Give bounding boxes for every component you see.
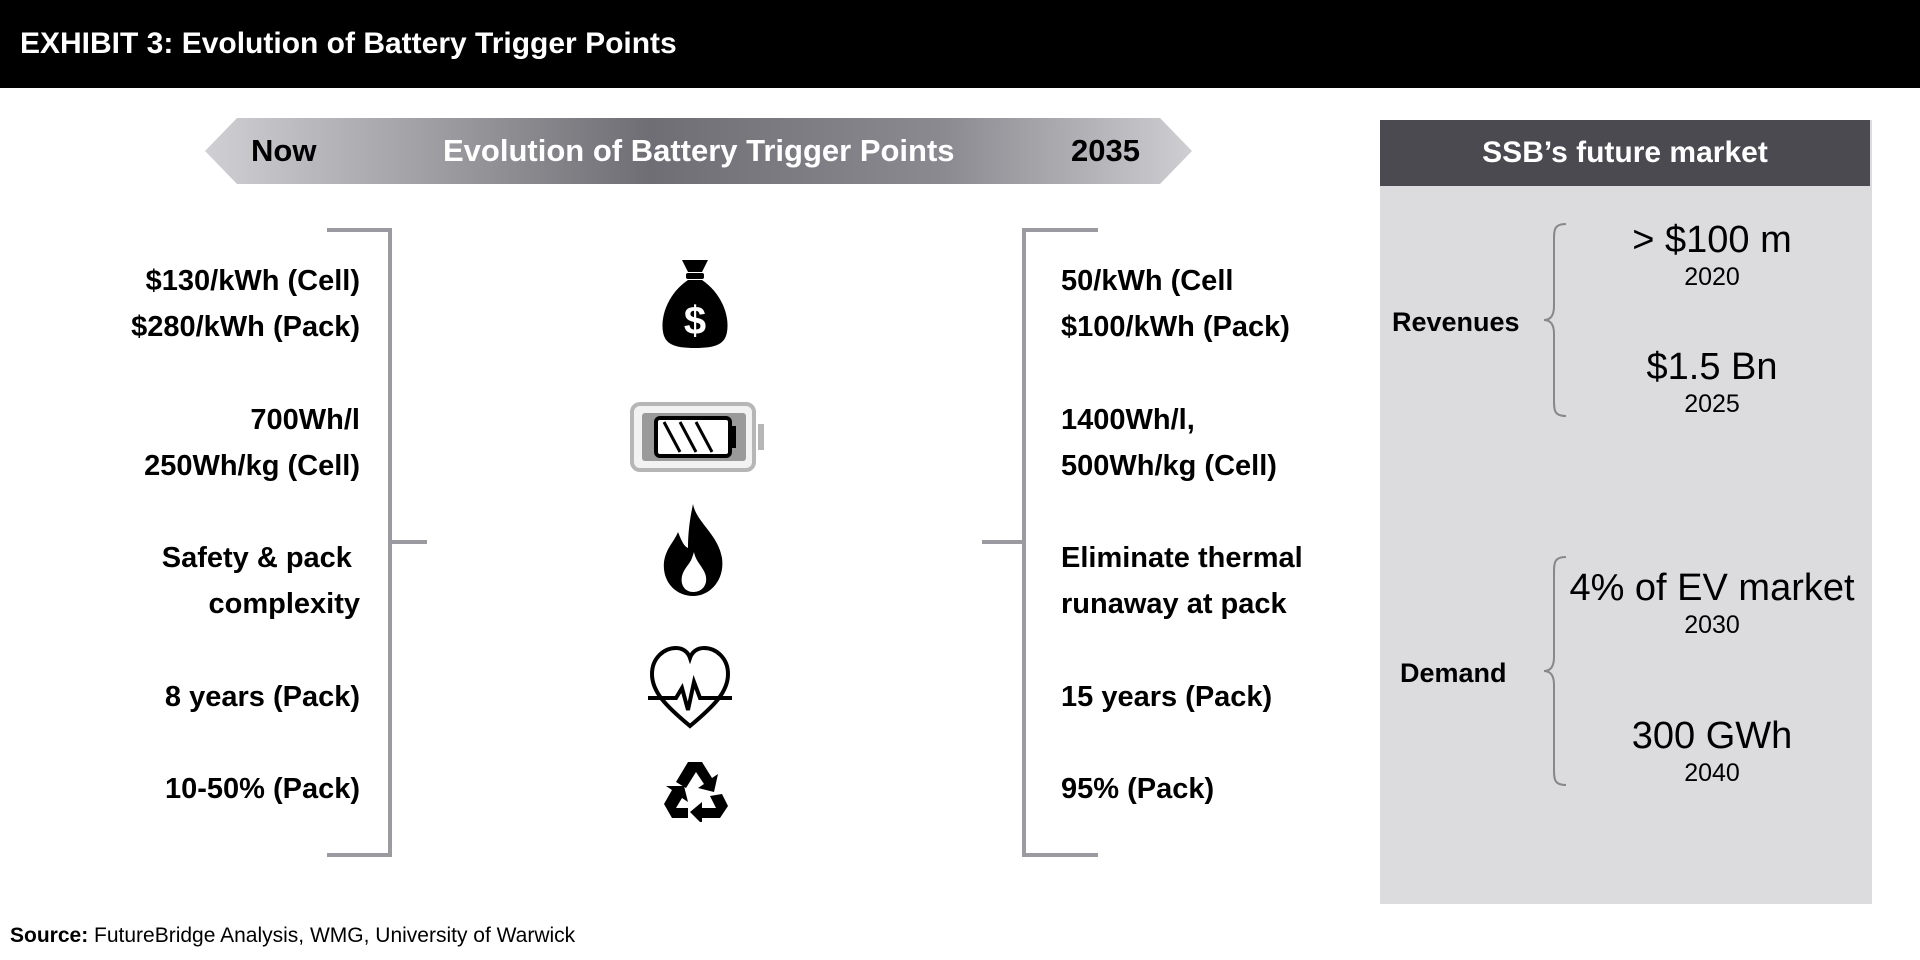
svg-text:$: $ xyxy=(683,299,707,343)
now-energy-density-label: 700Wh/l 250Wh/kg (Cell) xyxy=(144,404,360,482)
future-recyclability-label: 95% (Pack) xyxy=(1061,773,1215,805)
demand-2040-value: 300 GWh xyxy=(1631,715,1793,757)
now-cost-label: $130/kWh (Cell) $280/kWh (Pack) xyxy=(131,265,360,343)
battery-icon xyxy=(630,402,768,472)
flame-icon xyxy=(660,502,726,598)
future-energy-density-label: 1400Wh/l, 500Wh/kg (Cell) xyxy=(1061,404,1277,482)
demand-2030-year: 2030 xyxy=(1684,611,1740,639)
exhibit-title: EXHIBIT 3: Evolution of Battery Trigger Points xyxy=(0,0,1920,88)
future-lifetime-label: 15 years (Pack) xyxy=(1061,681,1273,713)
heartbeat-icon xyxy=(646,642,734,732)
revenue-2025-value: $1.5 Bn xyxy=(1646,346,1778,388)
revenue-2025-year: 2025 xyxy=(1684,390,1740,418)
now-safety-label: Safety & pack complexity xyxy=(161,542,360,620)
demand-2030-value: 4% of EV market xyxy=(1569,567,1855,609)
panel-title: SSB’s future market xyxy=(1380,120,1870,186)
now-recyclability-label: 10-50% (Pack) xyxy=(164,773,360,805)
now-lifetime-label: 8 years (Pack) xyxy=(164,681,360,713)
ssb-future-market-panel xyxy=(1380,120,1872,904)
source-note: Source: FutureBridge Analysis, WMG, University of Warwick xyxy=(10,924,576,947)
revenue-2020-value: > $100 m xyxy=(1632,219,1792,261)
demand-2040-year: 2040 xyxy=(1684,759,1740,787)
recycle-icon xyxy=(662,758,730,822)
revenues-label: Revenues xyxy=(1392,307,1520,337)
revenue-2020-year: 2020 xyxy=(1684,263,1740,291)
banner-title: Evolution of Battery Trigger Points xyxy=(443,133,955,168)
banner-start-label: Now xyxy=(251,133,317,168)
demand-label: Demand xyxy=(1400,658,1507,688)
future-cost-label: 50/kWh (Cell $100/kWh (Pack) xyxy=(1061,265,1290,343)
future-safety-label: Eliminate thermal runaway at pack xyxy=(1061,542,1303,620)
timeline-banner xyxy=(205,118,1192,184)
banner-end-label: 2035 xyxy=(1071,133,1140,168)
money-bag-icon xyxy=(660,258,730,350)
